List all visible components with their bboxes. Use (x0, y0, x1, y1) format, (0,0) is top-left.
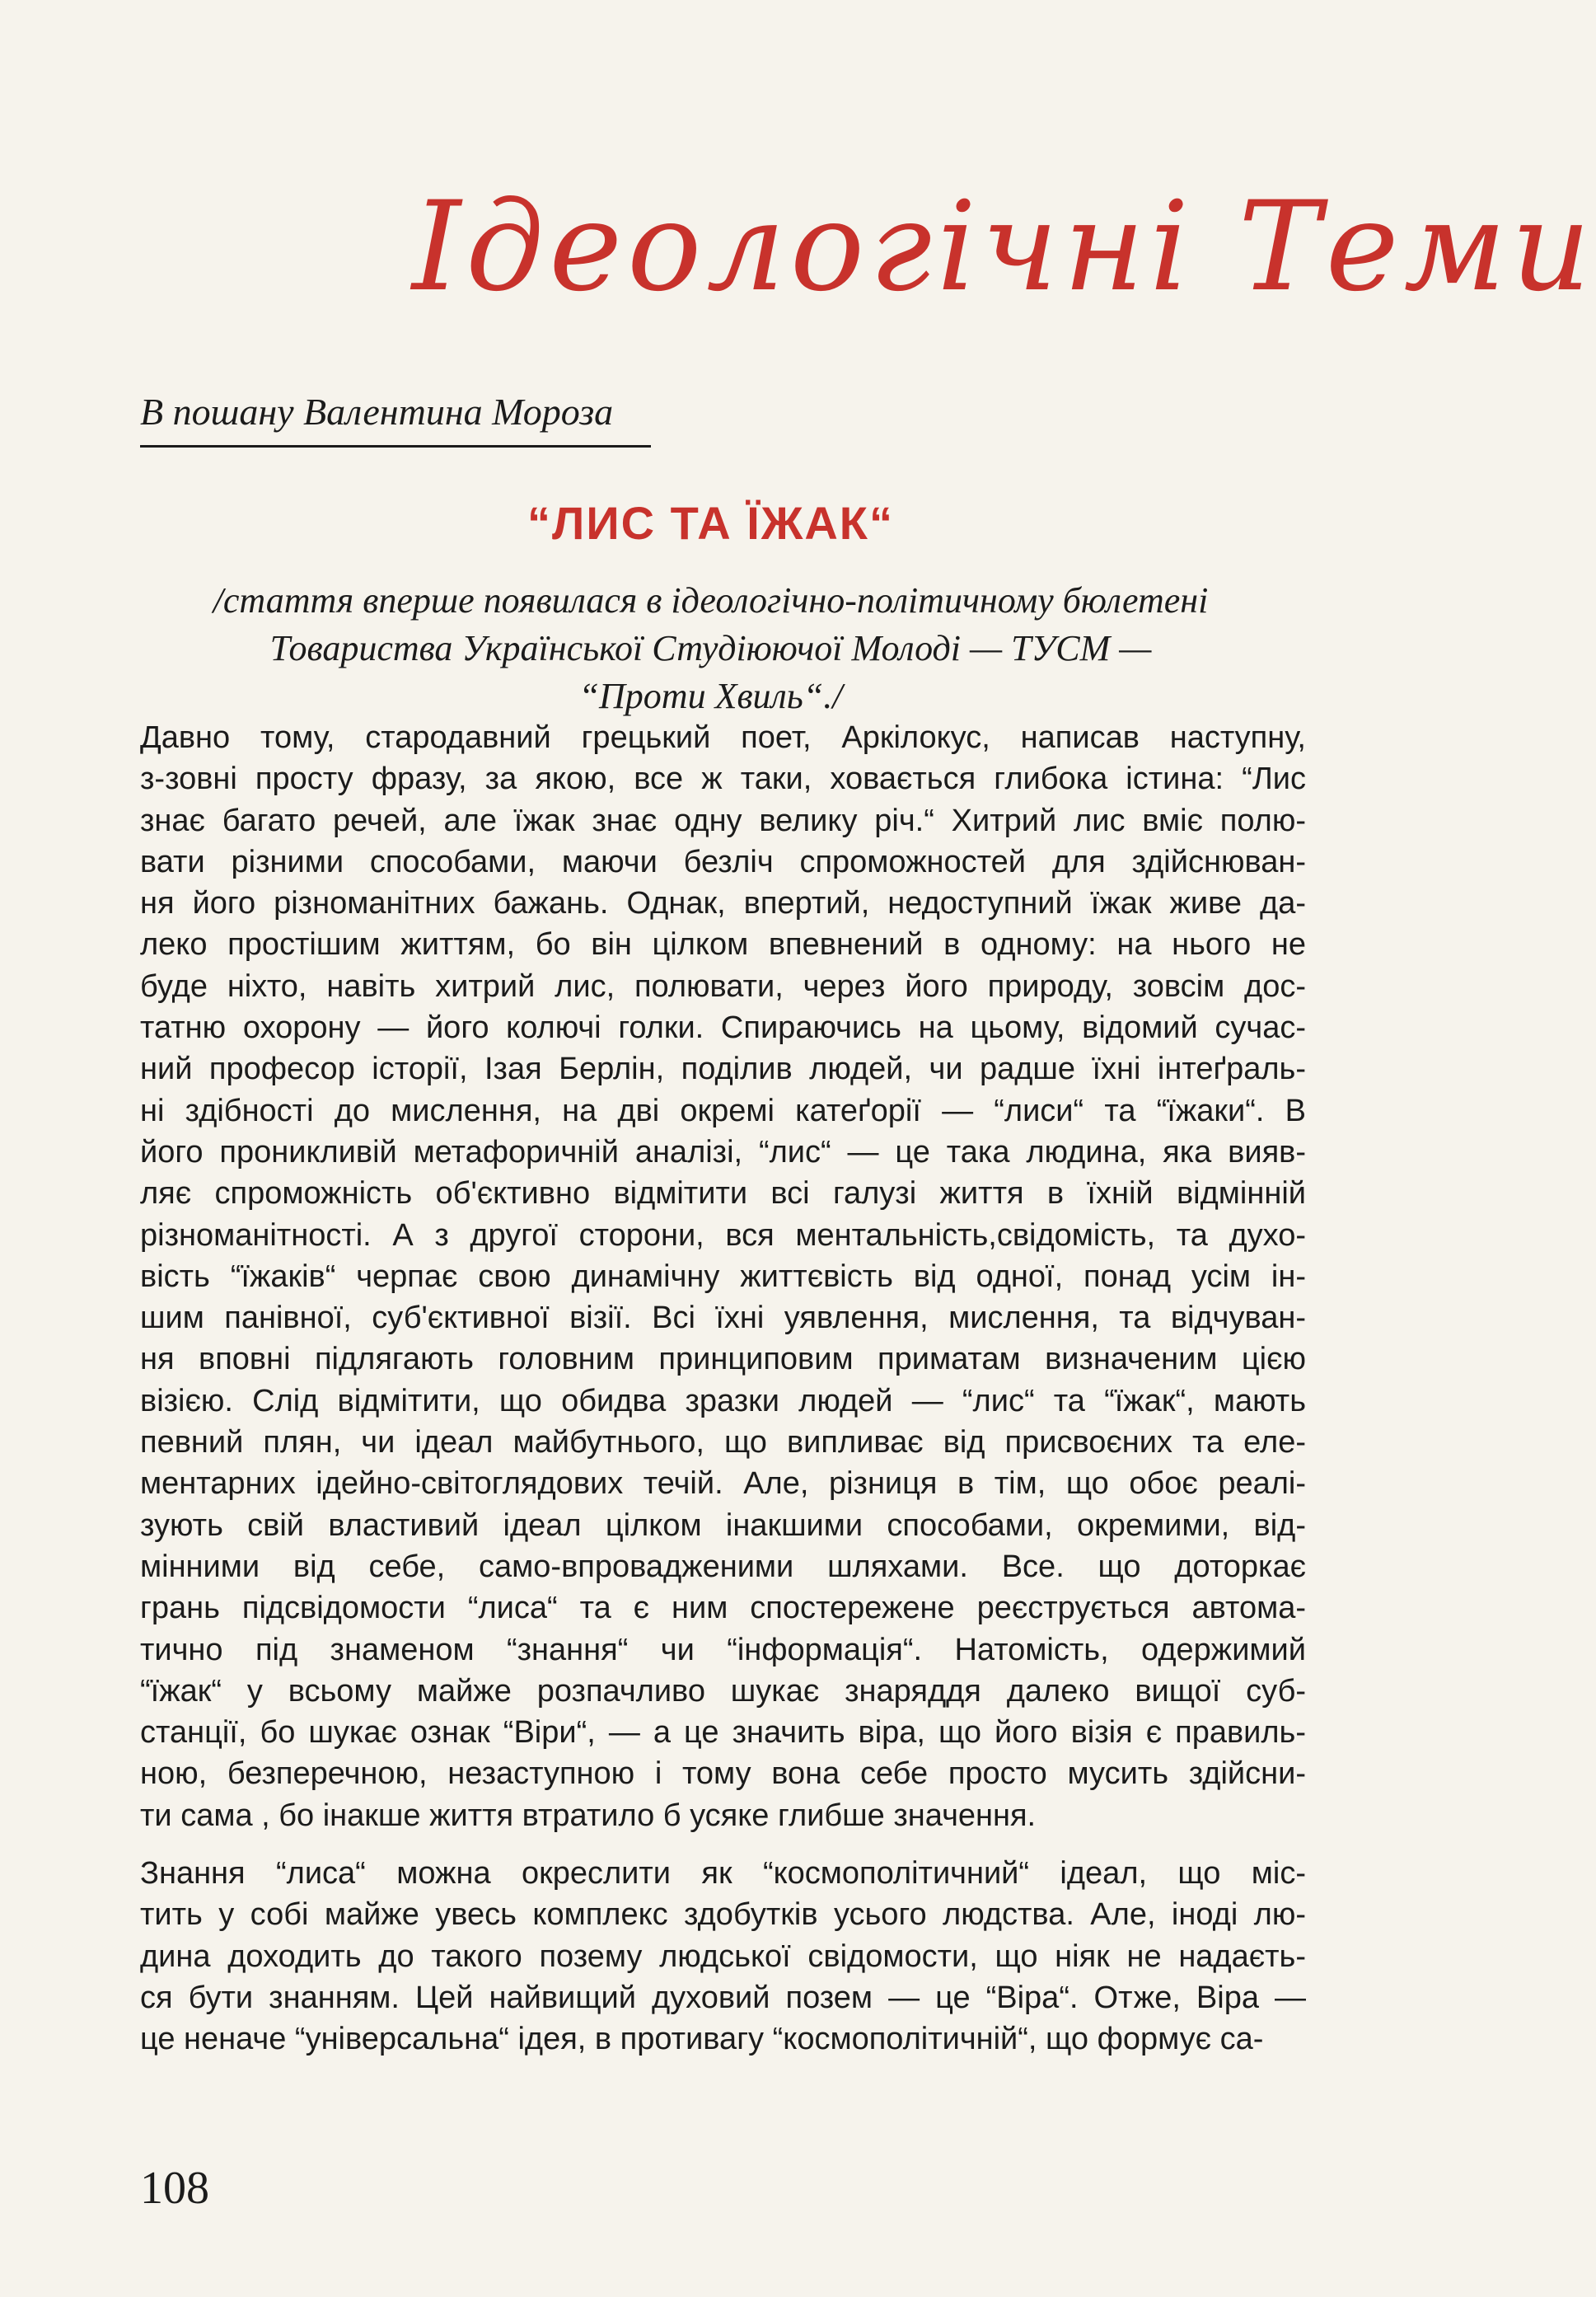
text-line: візією. Слід відмітити, що обидва зразки людей — “лис“ та “їжак“, мають (140, 1383, 1306, 1418)
text-line: тично під знаменом “знання“ чи “інформація“. Натомість, одержимий (140, 1632, 1306, 1667)
dedication-underline (140, 445, 651, 448)
text-line: шим панівної, суб'єктивної візії. Всі їхні уявлення, мислення, та відчуван- (140, 1301, 1306, 1336)
text-line: його проникливій метафоричній аналізі, “лис“ — це така людина, яка вияв- (140, 1134, 1306, 1170)
text-line: це неначе “універсальна“ ідея, в противагу “космополітичній“, що формує са- (140, 2022, 1264, 2057)
text-line: мінними від себе, само-впровадженими шляхами. Все. що доторкає (140, 1549, 1306, 1584)
article-title: “ЛИС ТА ЇЖАК“ (527, 497, 894, 549)
publication-note (124, 577, 1298, 720)
text-line: “їжак“ у всьому майже розпачливо шукає знаряддя далеко вищої суб- (140, 1673, 1306, 1709)
text-line: ся бути знанням. Цей найвищий духовий позем — це “Віра“. Отже, Віра — (140, 1980, 1306, 2015)
text-line: ментарних ідейно-світоглядових течій. Але, різниця в тім, що обоє реалі- (140, 1466, 1306, 1502)
text-line: дина доходить до такого позему людської свідомости, що ніяк не надаєть- (140, 1938, 1306, 1974)
publication-note-line: Товариства Української Студіюючої Молоді — ТУСМ — (269, 628, 1152, 668)
text-line: ною, безперечною, незаступною і тому вона себе просто мусить здійсни- (140, 1756, 1306, 1792)
article-body (140, 717, 1306, 2060)
text-line: зують свій властивий ідеал цілком інакшими способами, окремими, від- (140, 1507, 1306, 1543)
text-line: знає багато речей, але їжак знає одну велику річ.“ Хитрий лис вміє полю- (140, 803, 1306, 838)
text-line: леко простішим життям, бо він цілком впевнений в одному: на нього не (140, 927, 1306, 963)
text-line: ня вповні підлягають головним принциповим приматам визначеним цією (140, 1342, 1306, 1377)
publication-note-line: /стаття вперше появилася в ідеологічно-політичному бюлетені (213, 580, 1209, 621)
text-line: ляє спроможність об'єктивно відмітити всі галузі життя в їхній відмінній (140, 1176, 1306, 1212)
text-line: ня його різноманітних бажань. Однак, впертий, недоступний їжак живе да- (140, 886, 1306, 921)
text-line: буде ніхто, навіть хитрий лис, полювати, через його природу, зовсім дос- (140, 968, 1306, 1004)
text-line: різноманітності. А з другої сторони, вся ментальність,свідомість, та духо- (140, 1217, 1306, 1253)
paragraph-2 (140, 1853, 1306, 2060)
dedication-line: В пошану Валентина Мороза (140, 391, 614, 433)
text-line: станції, бо шукає ознак “Віри“, — а це значить віра, що його візія є правиль- (140, 1715, 1306, 1751)
section-title: Ідеологічні Теми (412, 176, 1596, 319)
text-line: тить у собі майже увесь комплекс здобутків усього людства. Але, іноді лю- (140, 1897, 1306, 1933)
text-line: певний плян, чи ідеал майбутнього, що випливає від присвоєних та еле- (140, 1425, 1306, 1460)
text-line: ти сама , бо інакше життя втратило б усяке глибше значення. (140, 1798, 1037, 1833)
text-line: вість “їжаків“ черпає свою динамічну життєвість від одної, понад усім ін- (140, 1259, 1306, 1294)
text-line: ний професор історії, Ізая Берлін, поділив людей, чи радше їхні інтеґраль- (140, 1052, 1306, 1087)
text-line: Знання “лиса“ можна окреслити як “космополітичний“ ідеал, що міс- (140, 1856, 1306, 1892)
paragraph-1 (140, 717, 1306, 1836)
text-line: грань підсвідомости “лиса“ та є ним спостережене реєструється автома- (140, 1591, 1306, 1626)
text-line: з-зовні просту фразу, за якою, все ж таки, ховається глибока істина: “Лис (140, 762, 1306, 797)
text-line: Давно тому, стародавний грецький поет, Аркілокус, написав наступну, (140, 720, 1306, 755)
text-line: вати різними способами, маючи безліч спроможностей для здійснюван- (140, 844, 1306, 879)
text-line: татню охорону — його колючі голки. Спираючись на цьому, відомий сучас- (140, 1010, 1306, 1046)
text-line: ні здібності до мислення, на дві окремі катеґорії — “лиси“ та “їжаки“. В (140, 1093, 1306, 1128)
page-number: 108 (140, 2163, 209, 2214)
publication-note-line: “Проти Хвиль“./ (578, 676, 843, 716)
